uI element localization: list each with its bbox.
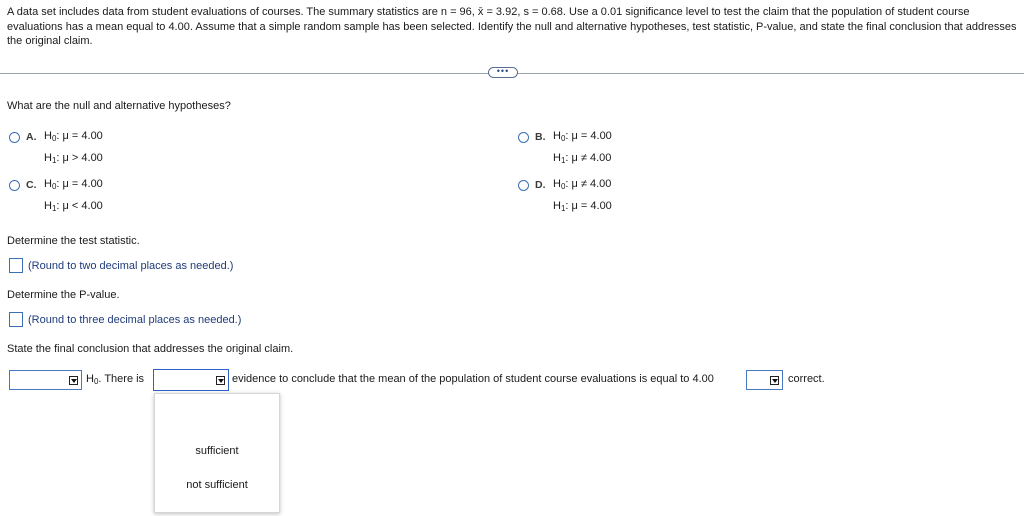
dropdown-arrow-icon	[770, 376, 779, 385]
choice-b-letter: B.	[535, 131, 546, 143]
choice-c-letter: C.	[26, 179, 37, 191]
conclusion-prompt: State the final conclusion that addresses the original claim.	[7, 343, 294, 355]
p-value-input[interactable]	[9, 312, 23, 327]
p-value-hint: (Round to three decimal places as needed.)	[28, 314, 242, 326]
choice-b[interactable]	[518, 131, 612, 170]
choice-c-hypotheses: $H_0$: μ = 4.00 $H_1$: μ < 4.00	[44, 178, 103, 213]
radio-a[interactable]	[9, 132, 20, 143]
choice-d-hypotheses: $H_0$: μ ≠ 4.00 $H_1$: μ = 4.00	[553, 178, 612, 213]
conclusion-middle-text: evidence to conclude that the mean of the population of student course evaluations is equal to 4.00	[232, 373, 714, 385]
test-statistic-hint: (Round to two decimal places as needed.)	[28, 260, 234, 272]
choice-d[interactable]	[518, 179, 612, 218]
reject-decision-select[interactable]	[9, 370, 82, 390]
problem-statement: A data set includes data from student evaluations of courses. The summary statistics are n = 96, x̄ = 3.92, s = 0.68. Use a 0.01 significance level to test the claim that the population of student course evaluations has a mean equal to 4.00. Assume that a simple random sample has been selected. Identify the null and alternative hypotheses, test statistic, P-value, and state the final conclusion that addresses the original claim.	[7, 6, 1017, 47]
expand-more-button[interactable]: •••	[488, 67, 518, 78]
radio-d[interactable]	[518, 180, 529, 191]
dropdown-arrow-icon	[69, 376, 78, 385]
evidence-select[interactable]	[153, 369, 229, 391]
dropdown-arrow-icon	[216, 376, 225, 385]
choice-c[interactable]	[9, 179, 103, 218]
choice-a-hypotheses: $H_0$: μ = 4.00 $H_1$: μ > 4.00	[44, 130, 103, 165]
claim-correct-select[interactable]	[746, 370, 783, 390]
dropdown-option-sufficient[interactable]: sufficient	[195, 445, 239, 457]
radio-c[interactable]	[9, 180, 20, 191]
hypotheses-prompt: What are the null and alternative hypotheses?	[7, 100, 231, 112]
p-value-prompt: Determine the P-value.	[7, 289, 120, 301]
radio-b[interactable]	[518, 132, 529, 143]
choice-a[interactable]	[9, 131, 103, 170]
dropdown-option-not-sufficient[interactable]: not sufficient	[186, 479, 248, 491]
test-statistic-input[interactable]	[9, 258, 23, 273]
evidence-dropdown-menu	[154, 393, 280, 513]
conclusion-h0-text: $H_0$. There is	[86, 373, 145, 386]
choice-a-letter: A.	[26, 131, 37, 143]
test-statistic-prompt: Determine the test statistic.	[7, 235, 140, 247]
choice-b-hypotheses: $H_0$: μ = 4.00 $H_1$: μ ≠ 4.00	[553, 130, 612, 165]
conclusion-end-text: correct.	[788, 373, 825, 385]
choice-d-letter: D.	[535, 179, 546, 191]
